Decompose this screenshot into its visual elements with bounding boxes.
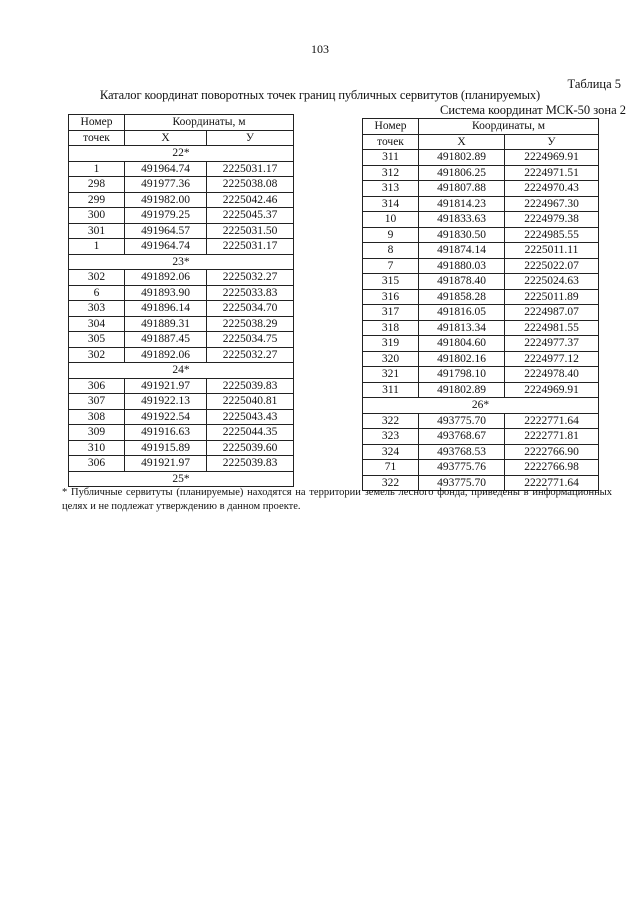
point-number-cell: 317 xyxy=(363,305,419,321)
header-x: X xyxy=(125,130,207,146)
coordinate-system-label: Система координат МСК-50 зона 2 xyxy=(440,103,626,117)
x-coordinate-cell: 491858.28 xyxy=(419,289,505,305)
point-number-cell: 308 xyxy=(69,409,125,425)
y-coordinate-cell: 2225031.17 xyxy=(207,239,294,255)
table-row xyxy=(363,320,599,336)
x-coordinate-cell: 491921.97 xyxy=(125,378,207,394)
table-row xyxy=(363,212,599,228)
y-coordinate-cell: 2225040.81 xyxy=(207,394,294,410)
point-number-cell: 71 xyxy=(363,460,419,476)
point-number-cell: 302 xyxy=(69,347,125,363)
y-coordinate-cell: 2222766.90 xyxy=(505,444,599,460)
point-number-cell: 320 xyxy=(363,351,419,367)
table-row xyxy=(69,301,294,317)
header-x: X xyxy=(419,134,505,150)
table-row xyxy=(69,332,294,348)
y-coordinate-cell: 2225032.27 xyxy=(207,270,294,286)
table-row xyxy=(363,165,599,181)
table-row xyxy=(69,239,294,255)
y-coordinate-cell: 2225011.11 xyxy=(505,243,599,259)
table-row xyxy=(69,285,294,301)
x-coordinate-cell: 491964.74 xyxy=(125,239,207,255)
x-coordinate-cell: 491874.14 xyxy=(419,243,505,259)
table-row xyxy=(363,460,599,476)
table-body-right xyxy=(363,150,599,491)
x-coordinate-cell: 491979.25 xyxy=(125,208,207,224)
x-coordinate-cell: 491814.23 xyxy=(419,196,505,212)
coordinates-table-left xyxy=(68,114,294,487)
x-coordinate-cell: 491880.03 xyxy=(419,258,505,274)
y-coordinate-cell: 2224987.07 xyxy=(505,305,599,321)
y-coordinate-cell: 2225042.46 xyxy=(207,192,294,208)
table-body-left xyxy=(69,146,294,487)
group-label: 23* xyxy=(69,254,294,270)
point-number-cell: 10 xyxy=(363,212,419,228)
header-y: У xyxy=(207,130,294,146)
x-coordinate-cell: 491830.50 xyxy=(419,227,505,243)
y-coordinate-cell: 2225034.75 xyxy=(207,332,294,348)
table-row xyxy=(363,227,599,243)
table-row xyxy=(69,440,294,456)
point-number-cell: 323 xyxy=(363,429,419,445)
x-coordinate-cell: 491807.88 xyxy=(419,181,505,197)
y-coordinate-cell: 2225031.50 xyxy=(207,223,294,239)
y-coordinate-cell: 2225039.83 xyxy=(207,456,294,472)
point-number-cell: 305 xyxy=(69,332,125,348)
point-number-cell: 318 xyxy=(363,320,419,336)
y-coordinate-cell: 2225038.29 xyxy=(207,316,294,332)
table-row xyxy=(69,316,294,332)
point-number-cell: 299 xyxy=(69,192,125,208)
x-coordinate-cell: 491982.00 xyxy=(125,192,207,208)
point-number-cell: 315 xyxy=(363,274,419,290)
point-number-cell: 303 xyxy=(69,301,125,317)
y-coordinate-cell: 2224978.40 xyxy=(505,367,599,383)
table-row xyxy=(69,409,294,425)
point-number-cell: 313 xyxy=(363,181,419,197)
x-coordinate-cell: 491813.34 xyxy=(419,320,505,336)
x-coordinate-cell: 493768.53 xyxy=(419,444,505,460)
group-row xyxy=(69,254,294,270)
x-coordinate-cell: 491802.89 xyxy=(419,150,505,166)
table-row xyxy=(69,394,294,410)
point-number-cell: 310 xyxy=(69,440,125,456)
y-coordinate-cell: 2225043.43 xyxy=(207,409,294,425)
group-label: 22* xyxy=(69,146,294,162)
x-coordinate-cell: 491802.16 xyxy=(419,351,505,367)
group-label: 25* xyxy=(69,471,294,487)
header-point-number-sub: точек xyxy=(69,130,125,146)
table-row xyxy=(363,274,599,290)
table-label: Таблица 5 xyxy=(567,77,621,91)
y-coordinate-cell: 2225011.89 xyxy=(505,289,599,305)
x-coordinate-cell: 491892.06 xyxy=(125,347,207,363)
header-point-number: Номер xyxy=(69,115,125,131)
y-coordinate-cell: 2225044.35 xyxy=(207,425,294,441)
table-row xyxy=(69,223,294,239)
point-number-cell: 307 xyxy=(69,394,125,410)
y-coordinate-cell: 2222771.81 xyxy=(505,429,599,445)
header-coordinates: Координаты, м xyxy=(125,115,294,131)
point-number-cell: 9 xyxy=(363,227,419,243)
x-coordinate-cell: 493775.76 xyxy=(419,460,505,476)
table-row xyxy=(69,270,294,286)
point-number-cell: 301 xyxy=(69,223,125,239)
table-row xyxy=(69,425,294,441)
y-coordinate-cell: 2224977.37 xyxy=(505,336,599,352)
x-coordinate-cell: 491893.90 xyxy=(125,285,207,301)
point-number-cell: 304 xyxy=(69,316,125,332)
header-point-number: Номер xyxy=(363,119,419,135)
x-coordinate-cell: 491964.57 xyxy=(125,223,207,239)
point-number-cell: 300 xyxy=(69,208,125,224)
page-number: 103 xyxy=(311,42,329,56)
footnote: * Публичные сервитуты (планируемые) находятся на территории земель лесного фонда, приведены в информационных целях и не подлежат утверждению в данном проекте. xyxy=(62,487,612,512)
coordinates-table-right xyxy=(362,118,599,491)
table-row xyxy=(363,444,599,460)
point-number-cell: 1 xyxy=(69,161,125,177)
y-coordinate-cell: 2224971.51 xyxy=(505,165,599,181)
header-point-number-sub: точек xyxy=(363,134,419,150)
y-coordinate-cell: 2225024.63 xyxy=(505,274,599,290)
table-row xyxy=(69,161,294,177)
point-number-cell: 311 xyxy=(363,150,419,166)
y-coordinate-cell: 2225022.07 xyxy=(505,258,599,274)
table-row xyxy=(69,208,294,224)
x-coordinate-cell: 491804.60 xyxy=(419,336,505,352)
point-number-cell: 322 xyxy=(363,413,419,429)
table-row xyxy=(363,429,599,445)
table-row xyxy=(69,456,294,472)
table-caption: Каталог координат поворотных точек границ публичных сервитутов (планируемых) xyxy=(99,88,541,102)
x-coordinate-cell: 491892.06 xyxy=(125,270,207,286)
y-coordinate-cell: 2224967.30 xyxy=(505,196,599,212)
table-row xyxy=(69,177,294,193)
x-coordinate-cell: 491921.97 xyxy=(125,456,207,472)
y-coordinate-cell: 2225034.70 xyxy=(207,301,294,317)
y-coordinate-cell: 2225045.37 xyxy=(207,208,294,224)
table-row xyxy=(363,181,599,197)
table-row xyxy=(363,413,599,429)
x-coordinate-cell: 491802.89 xyxy=(419,382,505,398)
table-row xyxy=(69,378,294,394)
y-coordinate-cell: 2225039.83 xyxy=(207,378,294,394)
point-number-cell: 314 xyxy=(363,196,419,212)
y-coordinate-cell: 2225032.27 xyxy=(207,347,294,363)
group-row xyxy=(69,146,294,162)
group-label: 26* xyxy=(363,398,599,414)
y-coordinate-cell: 2224977.12 xyxy=(505,351,599,367)
point-number-cell: 298 xyxy=(69,177,125,193)
table-row xyxy=(363,289,599,305)
x-coordinate-cell: 491922.13 xyxy=(125,394,207,410)
point-number-cell: 322 xyxy=(363,475,419,491)
point-number-cell: 316 xyxy=(363,289,419,305)
y-coordinate-cell: 2225031.17 xyxy=(207,161,294,177)
y-coordinate-cell: 2224970.43 xyxy=(505,181,599,197)
x-coordinate-cell: 493775.70 xyxy=(419,413,505,429)
y-coordinate-cell: 2224969.91 xyxy=(505,382,599,398)
point-number-cell: 306 xyxy=(69,456,125,472)
x-coordinate-cell: 491798.10 xyxy=(419,367,505,383)
point-number-cell: 312 xyxy=(363,165,419,181)
x-coordinate-cell: 491916.63 xyxy=(125,425,207,441)
table-row xyxy=(363,351,599,367)
y-coordinate-cell: 2222766.98 xyxy=(505,460,599,476)
header-coordinates: Координаты, м xyxy=(419,119,599,135)
y-coordinate-cell: 2222771.64 xyxy=(505,475,599,491)
point-number-cell: 321 xyxy=(363,367,419,383)
y-coordinate-cell: 2225039.60 xyxy=(207,440,294,456)
x-coordinate-cell: 491887.45 xyxy=(125,332,207,348)
y-coordinate-cell: 2224985.55 xyxy=(505,227,599,243)
point-number-cell: 309 xyxy=(69,425,125,441)
point-number-cell: 324 xyxy=(363,444,419,460)
point-number-cell: 7 xyxy=(363,258,419,274)
point-number-cell: 306 xyxy=(69,378,125,394)
x-coordinate-cell: 493768.67 xyxy=(419,429,505,445)
table-row xyxy=(363,305,599,321)
table-row xyxy=(69,347,294,363)
group-label: 24* xyxy=(69,363,294,379)
point-number-cell: 6 xyxy=(69,285,125,301)
x-coordinate-cell: 493775.70 xyxy=(419,475,505,491)
x-coordinate-cell: 491896.14 xyxy=(125,301,207,317)
table-row xyxy=(363,258,599,274)
group-row xyxy=(69,471,294,487)
y-coordinate-cell: 2224969.91 xyxy=(505,150,599,166)
point-number-cell: 302 xyxy=(69,270,125,286)
point-number-cell: 1 xyxy=(69,239,125,255)
x-coordinate-cell: 491833.63 xyxy=(419,212,505,228)
table-row xyxy=(363,382,599,398)
group-row xyxy=(69,363,294,379)
y-coordinate-cell: 2224979.38 xyxy=(505,212,599,228)
table-row xyxy=(363,336,599,352)
table-row xyxy=(363,243,599,259)
y-coordinate-cell: 2224981.55 xyxy=(505,320,599,336)
y-coordinate-cell: 2222771.64 xyxy=(505,413,599,429)
x-coordinate-cell: 491816.05 xyxy=(419,305,505,321)
x-coordinate-cell: 491806.25 xyxy=(419,165,505,181)
x-coordinate-cell: 491964.74 xyxy=(125,161,207,177)
point-number-cell: 311 xyxy=(363,382,419,398)
y-coordinate-cell: 2225038.08 xyxy=(207,177,294,193)
y-coordinate-cell: 2225033.83 xyxy=(207,285,294,301)
x-coordinate-cell: 491922.54 xyxy=(125,409,207,425)
group-row xyxy=(363,398,599,414)
point-number-cell: 319 xyxy=(363,336,419,352)
x-coordinate-cell: 491878.40 xyxy=(419,274,505,290)
table-row xyxy=(363,150,599,166)
header-y: У xyxy=(505,134,599,150)
x-coordinate-cell: 491889.31 xyxy=(125,316,207,332)
x-coordinate-cell: 491977.36 xyxy=(125,177,207,193)
table-row xyxy=(69,192,294,208)
point-number-cell: 8 xyxy=(363,243,419,259)
x-coordinate-cell: 491915.89 xyxy=(125,440,207,456)
table-row xyxy=(363,196,599,212)
table-row xyxy=(363,367,599,383)
